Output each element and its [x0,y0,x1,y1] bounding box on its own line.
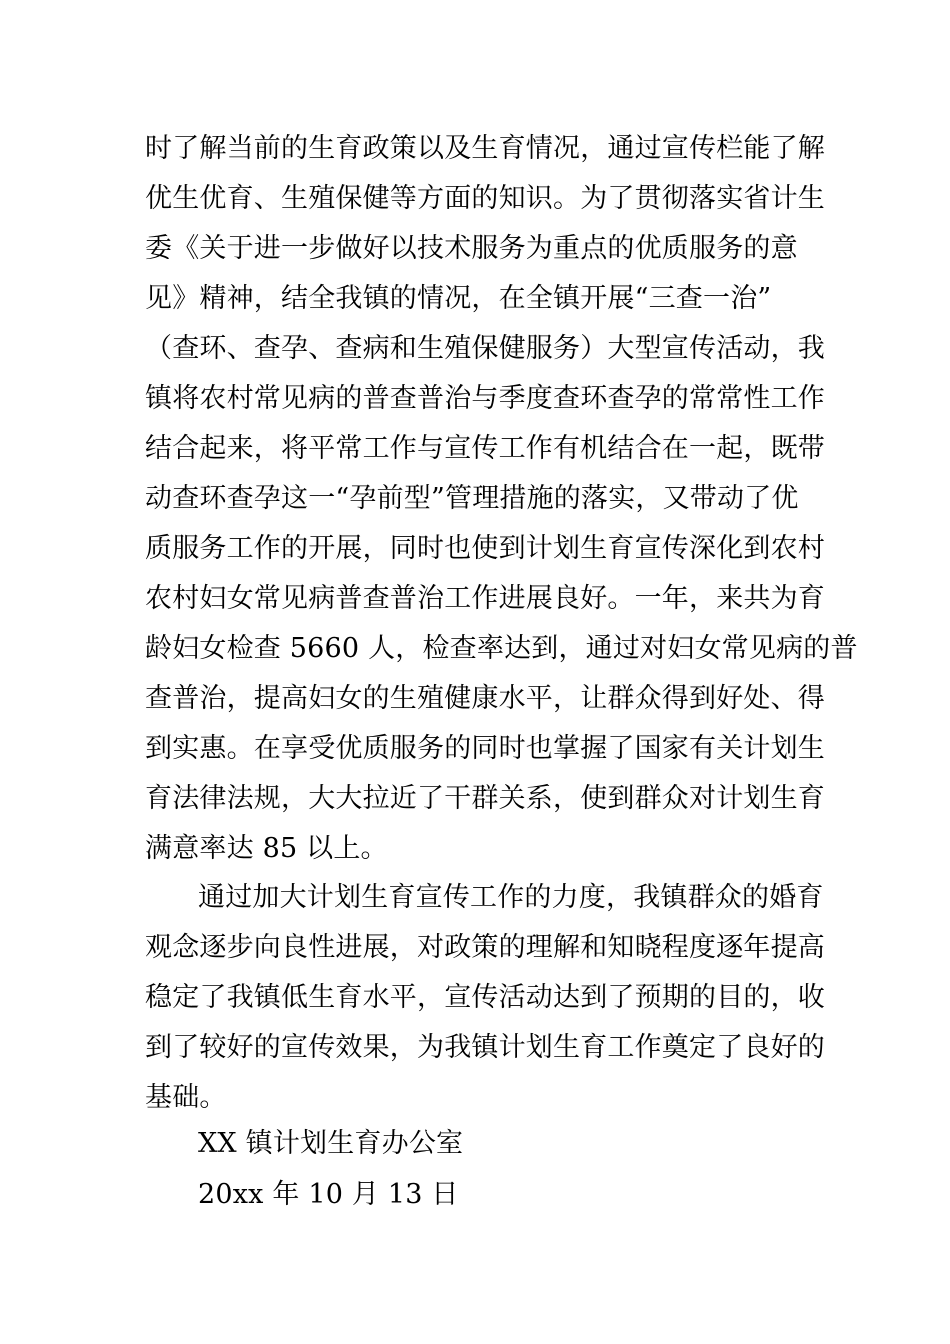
text-line: 农村妇女常见病普查普治工作进展良好。一年，来共为育 [145,583,825,614]
text-line: 稳定了我镇低生育水平，宣传活动达到了预期的目的，收 [145,982,825,1013]
text-line: 见》精神，结全我镇的情况，在全镇开展“三查一治” [145,283,772,314]
text-line: 基础。 [145,1082,227,1113]
text-line: 通过加大计划生育宣传工作的力度，我镇群众的婚育 [198,882,824,913]
date: 20xx 年 10 月 13 日 [198,1179,459,1210]
text-line: 龄妇女检查 5660 人，检查率达到，通过对妇女常见病的普 [145,633,858,664]
text-line: 观念逐步向良性进展，对政策的理解和知晓程度逐年提高 [145,932,825,963]
text-line: 到了较好的宣传效果，为我镇计划生育工作奠定了良好的 [145,1032,825,1063]
text-line: 到实惠。在享受优质服务的同时也掌握了国家有关计划生 [145,733,825,764]
text-line: 查普治，提高妇女的生殖健康水平，让群众得到好处、得 [145,683,825,714]
text-line: 委《关于进一步做好以技术服务为重点的优质服务的意 [145,233,798,264]
text-line: 满意率达 85 以上。 [145,833,388,864]
text-line: （查环、查孕、查病和生殖保健服务）大型宣传活动，我 [145,333,825,364]
signature: XX 镇计划生育办公室 [198,1128,464,1159]
text-line: 时了解当前的生育政策以及生育情况，通过宣传栏能了解 [145,133,825,164]
text-line: 镇将农村常见病的普查普治与季度查环查孕的常常性工作 [145,383,825,414]
text-line: 优生优育、生殖保健等方面的知识。为了贯彻落实省计生 [145,183,825,214]
text-line: 动查环查孕这一“孕前型”管理措施的落实，又带动了优 [145,483,799,514]
text-line: 质服务工作的开展，同时也使到计划生育宣传深化到农村 [145,533,825,564]
text-line: 育法律法规，大大拉近了干群关系，使到群众对计划生育 [145,783,825,814]
text-line: 结合起来，将平常工作与宣传工作有机结合在一起，既带 [145,433,825,464]
